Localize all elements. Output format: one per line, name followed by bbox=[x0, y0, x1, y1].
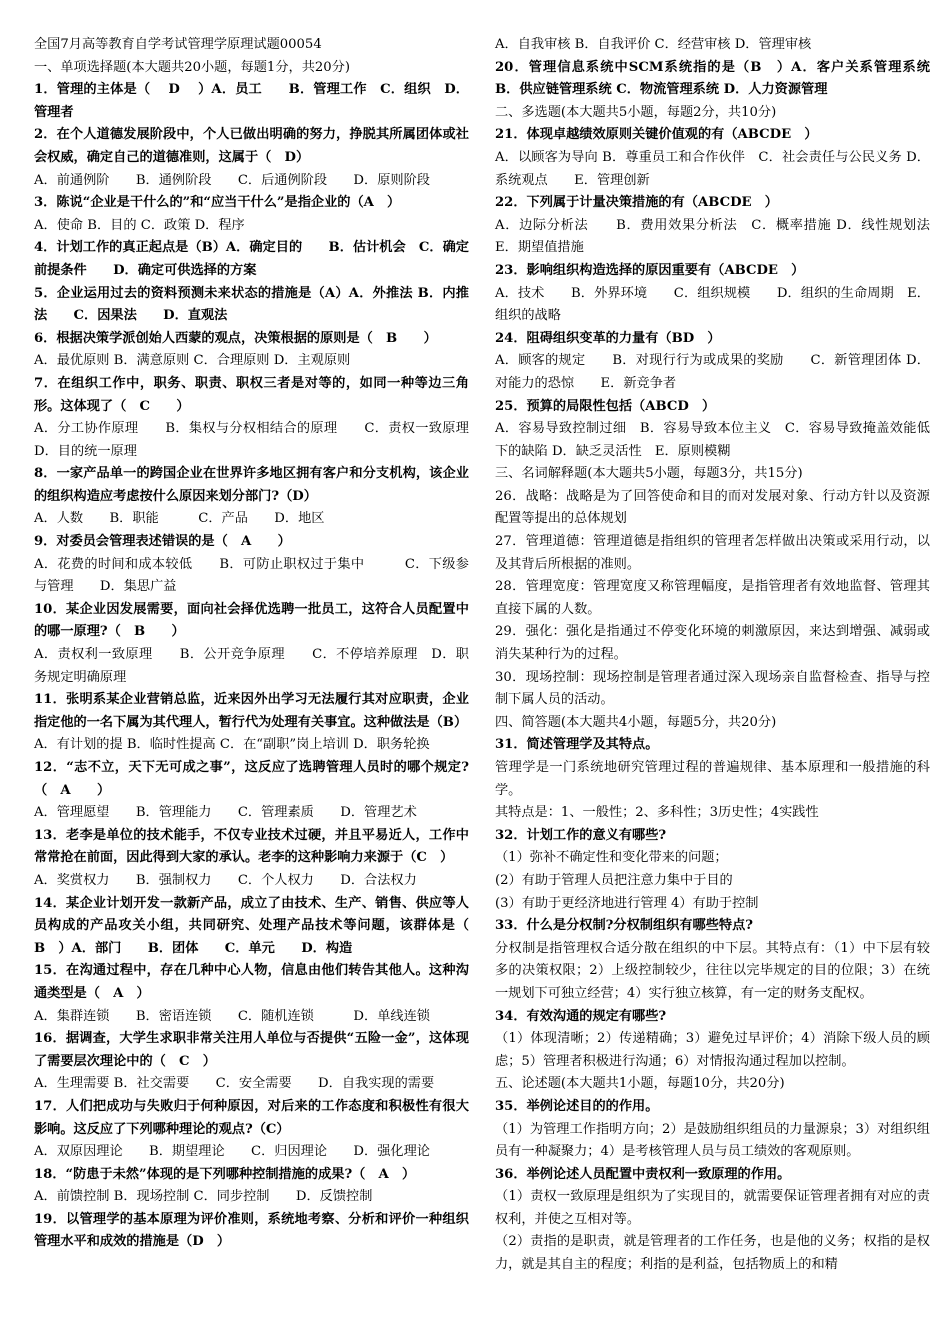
exam-paragraph: 二、多选题(本大题共5小题，每题2分，共10分) bbox=[495, 104, 777, 120]
exam-paragraph: A．最优原则 B．满意原则 C．合理原则 D．主观原则 bbox=[34, 353, 351, 369]
exam-paragraph: 分权制是指管理权合适分散在组织的中下层。其特点有：（1）中下层有较多的决策权限；2）上级控制较少，往往以完毕规定的目的位限；3）在统一规划下可独立经营；4）实行独立核算，有一定的财务支配权。 bbox=[495, 940, 930, 1001]
exam-paragraph: 8．一家产品单一的跨国企业在世界许多地区拥有客户和分支机构，该企业的组织构造应考虑按什么原因来划分部门?（D） bbox=[34, 466, 469, 504]
exam-paragraph: 12．“志不立，天下无可成之事”，这反应了选聘管理人员时的哪个规定?（ A ） bbox=[34, 760, 469, 798]
exam-paragraph: A．以顾客为导向 B．尊重员工和合作伙伴 C．社会责任与公民义务 D．系统观点 E．管理创新 bbox=[495, 149, 930, 188]
exam-paragraph: （1）为管理工作指明方向；2）是鼓励组织组员的力量源泉；3）对组织组员有一种凝聚力；4）是考核管理人员与员工绩效的客观原则。 bbox=[495, 1121, 930, 1160]
exam-paragraph: A．使命 B．目的 C．政策 D．程序 bbox=[34, 217, 245, 233]
exam-paragraph: A．前馈控制 B．现场控制 C．同步控制 D．反馈控制 bbox=[34, 1189, 373, 1205]
exam-paragraph: A．自我审核 B．自我评价 C．经营审核 D．管理审核 bbox=[495, 37, 812, 52]
exam-paragraph: （2）责指的是职责，就是管理者的工作任务，也是他的义务；权指的是权力，就是其自主的程度；利指的是利益，包括物质上的和精 bbox=[495, 1234, 930, 1273]
exam-paragraph: 26．战略：战略是为了回答使命和目的而对发展对象、行动方针以及资源配置等提出的总体规划 bbox=[495, 488, 930, 527]
exam-paragraph: 24．阻碍组织变革的力量有（BD ） bbox=[495, 330, 721, 346]
exam-paragraph: 34．有效沟通的规定有哪些? bbox=[495, 1008, 667, 1024]
right-column bbox=[495, 34, 944, 1334]
exam-paragraph: 19．以管理学的基本原理为评价准则，系统地考察、分析和评价一种组织管理水平和成效的措施是（D ） bbox=[34, 1211, 469, 1250]
exam-paragraph: A．边际分析法 B．费用效果分析法 C．概率措施 D．线性规划法 E．期望值措施 bbox=[495, 217, 944, 256]
exam-paragraph: 3．陈说“企业是干什么的”和“应当干什么”是指企业的（A ） bbox=[34, 195, 401, 211]
exam-paragraph: 30．现场控制：现场控制是管理者通过深入现场亲自监督检查、指导与控制下属人员的活动。 bbox=[495, 669, 930, 708]
exam-paragraph: 2．在个人道德发展阶段中，个人已做出明确的努力，挣脱其所属团体或社会权威，确定自己的道德准则，这属于（ D） bbox=[34, 127, 469, 165]
exam-paragraph: 四、简答题(本大题共4小题，每题5分，共20分) bbox=[495, 714, 777, 730]
exam-paragraph: （1）弥补不确定性和变化带来的问题； bbox=[495, 850, 728, 866]
exam-paragraph: 7．在组织工作中，职务、职责、职权三者是对等的，如同一种等边三角形。这体现了（ C ） bbox=[34, 375, 469, 414]
exam-paragraph: 23．影响组织构造选择的原因重要有（ABCDE ） bbox=[495, 262, 805, 278]
exam-paragraph: 1．管理的主体是（ D ）A．员工 B．管理工作 C．组织 D．管理者 bbox=[34, 82, 469, 120]
exam-paragraph: 36．举例论述人员配置中责权利一致原理的作用。 bbox=[495, 1166, 791, 1182]
exam-paragraph: 17．人们把成功与失败归于何种原因，对后来的工作态度和积极性有很大影响。这反应了下列哪种理论的观点?（C） bbox=[34, 1098, 469, 1137]
left-column bbox=[34, 34, 496, 1334]
exam-paragraph: A．技术 B．外界环境 C．组织规模 D．组织的生命周期 E．组织的战略 bbox=[495, 285, 930, 324]
exam-paragraph: 16．据调查，大学生求职非常关注用人单位与否提供“五险一金”，这体现了需要层次理论中的（ C ） bbox=[34, 1031, 469, 1069]
exam-paragraph: 5．企业运用过去的资料预测未来状态的措施是（A）A．外推法 B．内推法 C．因果法 D．直观法 bbox=[34, 285, 469, 324]
exam-paragraph: 15．在沟通过程中，存在几种中心人物，信息由他们转告其他人。这种沟通类型是（ A ） bbox=[34, 963, 469, 1001]
exam-paragraph: A．双原因理论 B．期望理论 C．归因理论 D．强化理论 bbox=[34, 1144, 430, 1160]
exam-paragraph: A．人数 B．职能 C．产品 D．地区 bbox=[34, 511, 325, 527]
exam-paragraph: (2）有助于管理人员把注意力集中于目的 bbox=[495, 872, 733, 888]
exam-paragraph: 全国7月高等教育自学考试管理学原理试题00054 bbox=[34, 37, 322, 52]
exam-paragraph: （1）责权一致原理是组织为了实现目的，就需要保证管理者拥有对应的责权利，并使之互相对等。 bbox=[495, 1189, 930, 1227]
exam-paragraph: A．管理愿望 B．管理能力 C．管理素质 D．管理艺术 bbox=[34, 805, 417, 821]
exam-paragraph: 29．强化：强化是指通过不停变化环境的刺激原因，来达到增强、减弱或消失某种行为的过程。 bbox=[495, 624, 930, 663]
exam-paragraph: 13．老李是单位的技术能手，不仅专业技术过硬，并且平易近人，工作中常常抢在前面，因此得到大家的承认。老李的这种影响力来源于（C ） bbox=[34, 827, 469, 866]
exam-paragraph: 18．“防患于未然”体现的是下列哪种控制措施的成果?（ A ） bbox=[34, 1166, 416, 1182]
exam-paragraph: 33．什么是分权制?分权制组织有哪些特点? bbox=[495, 918, 753, 934]
exam-paragraph: 4．计划工作的真正起点是（B）A．确定目的 B．估计机会 C．确定前提条件 D．确定可供选择的方案 bbox=[34, 240, 469, 278]
exam-paragraph: A．花费的时间和成本较低 B．可防止职权过于集中 C．下级参与管理 D．集思广益 bbox=[34, 556, 469, 595]
exam-paragraph: 11．张明系某企业营销总监，近来因外出学习无法履行其对应职责，企业指定他的一名下属为其代理人，暂行代为处理有关事宜。这种做法是（B） bbox=[34, 692, 469, 730]
exam-paragraph: A．顾客的规定 B．对现行行为或成果的奖励 C．新管理团体 D．对能力的恐惊 E．新竞争者 bbox=[495, 353, 930, 391]
exam-paragraph: A．生理需要 B．社交需要 C．安全需要 D．自我实现的需要 bbox=[34, 1076, 435, 1092]
exam-paragraph: A．前通例阶 B．通例阶段 C．后通例阶段 D．原则阶段 bbox=[34, 172, 430, 188]
exam-paragraph: A．有计划的提 B．临时性提高 C．在“副职”岗上培训 D．职务轮换 bbox=[34, 737, 430, 753]
exam-paragraph: A．责权利一致原理 B．公开竞争原理 C．不停培养原理 D．职务规定明确原理 bbox=[34, 647, 469, 685]
exam-paragraph: 一、单项选择题(本大题共20小题，每题1分，共20分) bbox=[34, 59, 350, 75]
exam-paragraph: 20．管理信息系统中SCM系统指的是（B ）A．客户关系管理系统 B．供应链管理系统 C．物流管理系统 D．人力资源管理 bbox=[495, 59, 944, 98]
exam-paragraph: 管理学是一门系统地研究管理过程的普遍规律、基本原理和一般措施的科学。 bbox=[495, 760, 930, 798]
exam-paragraph: 6．根据决策学派创始人西蒙的观点，决策根据的原则是（ B ） bbox=[34, 330, 437, 346]
exam-paragraph: 35．举例论述目的的作用。 bbox=[495, 1098, 659, 1114]
exam-paragraph: 10．某企业因发展需要，面向社会择优选聘一批员工，这符合人员配置中的哪一原理?（ B ） bbox=[34, 601, 469, 640]
exam-paragraph: 31．简述管理学及其特点。 bbox=[495, 737, 659, 753]
exam-paragraph: A．分工协作原理 B．集权与分权相结合的原理 C．责权一致原理 D．目的统一原理 bbox=[34, 421, 496, 459]
exam-paragraph: 32．计划工作的意义有哪些? bbox=[495, 827, 667, 843]
exam-paragraph: （1）体现清晰；2）传递精确；3）避免过早评价；4）消除下级人员的顾虑；5）管理者积极进行沟通；6）对情报沟通过程加以控制。 bbox=[495, 1031, 930, 1069]
exam-paragraph: 9．对委员会管理表述错误的是（ A ） bbox=[34, 534, 291, 550]
exam-paragraph: 28．管理宽度：管理宽度又称管理幅度，是指管理者有效地监督、管理其直接下属的人数。 bbox=[495, 579, 930, 617]
exam-paragraph: A．奖赏权力 B．强制权力 C．个人权力 D．合法权力 bbox=[34, 872, 417, 888]
exam-paragraph: (3）有助于更经济地进行管理 4）有助于控制 bbox=[495, 895, 759, 911]
exam-paragraph: 22．下列属于计量决策措施的有（ABCDE ） bbox=[495, 195, 778, 211]
exam-paragraph: 其特点是：1、一般性；2、多科性；3历史性；4实践性 bbox=[495, 805, 819, 821]
exam-paragraph: 21．体现卓越绩效原则关键价值观的有（ABCDE ） bbox=[495, 127, 818, 143]
exam-paragraph: A．容易导致控制过细 B．容易导致本位主义 C．容易导致掩盖效能低下的缺陷 D．缺乏灵活性 E．原则模糊 bbox=[495, 421, 930, 459]
exam-paragraph: A．集群连锁 B．密语连锁 C．随机连锁 D．单线连锁 bbox=[34, 1008, 430, 1024]
exam-paragraph: 25．预算的局限性包括（ABCD ） bbox=[495, 398, 716, 414]
exam-paragraph: 三、名词解释题(本大题共5小题，每题3分，共15分) bbox=[495, 466, 803, 482]
exam-paragraph: 27．管理道德：管理道德是指组织的管理者怎样做出决策或采用行动，以及其背后所根据的准则。 bbox=[495, 534, 930, 572]
exam-paragraph: 14．某企业计划开发一款新产品，成立了由技术、生产、销售、供应等人员构成的产品攻关小组，共同研究、处理产品技术等问题，该群体是（ B ）A．部门 B．团体 C．单元 D．构造 bbox=[34, 895, 483, 956]
exam-paragraph: 五、论述题(本大题共1小题，每题10分，共20分) bbox=[495, 1076, 785, 1092]
